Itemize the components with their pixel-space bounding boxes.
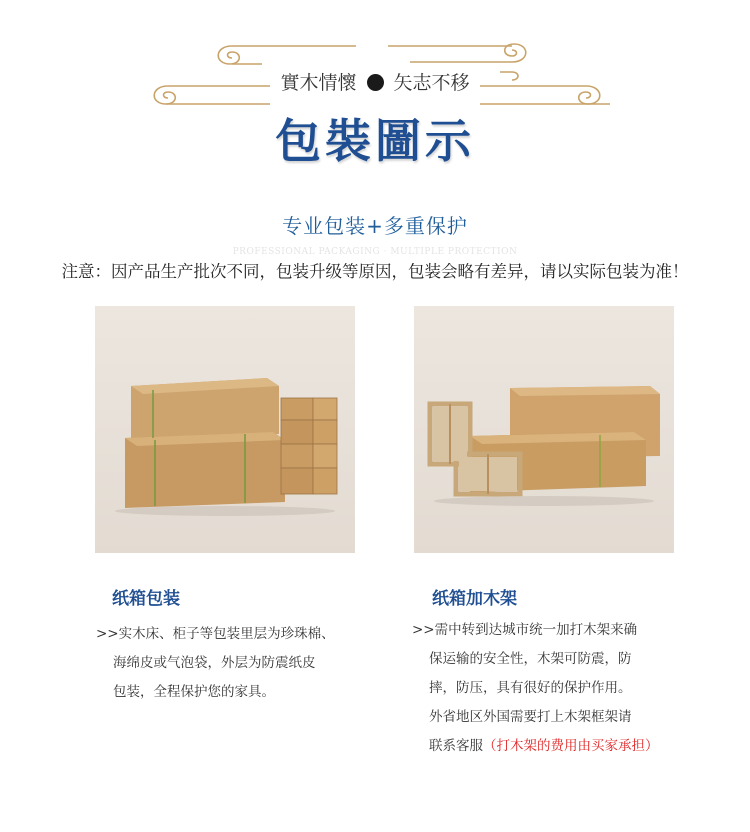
carton-wood-frame-title: 纸箱加木架	[432, 589, 517, 609]
header-ornament	[0, 0, 750, 120]
desc-line: 保运输的安全性，木架可防震，防	[429, 651, 632, 667]
desc-line: 摔，防压，具有很好的保护作用。	[429, 680, 632, 696]
desc-line-contact	[412, 732, 712, 761]
page-title: 包裝圖示	[275, 114, 475, 168]
contact-service-text: 联系客服	[429, 738, 483, 754]
desc-line: 包装，全程保护您的家具。	[113, 684, 275, 700]
bullet-dot-icon	[367, 74, 384, 91]
section-subtitle-en: PROFESSIONAL PACKAGING · MULTIPLE PROTECTION	[232, 247, 518, 257]
slogan-right: 矢志不移	[393, 72, 470, 94]
carton-wood-frame-photo	[414, 306, 674, 553]
header-slogan	[0, 68, 750, 95]
carton-packaging-description	[96, 620, 376, 707]
fee-note: （打木架的费用由买家承担）	[483, 738, 659, 754]
carton-packaging-title: 纸箱包装	[112, 589, 180, 609]
carton-packaging-photo	[95, 306, 355, 553]
carton-wood-frame-description	[412, 616, 712, 761]
desc-line: 海绵皮或气泡袋，外层为防震纸皮	[113, 655, 316, 671]
section-subtitle: 专业包装+多重保护	[282, 214, 468, 238]
desc-line: 外省地区外国需要打上木架框架请	[429, 709, 632, 725]
packaging-notice: 注意：因产品生产批次不同，包装升级等原因，包装会略有差异，请以实际包装为准！	[61, 262, 689, 281]
slogan-left: 實木情懷	[280, 72, 357, 94]
desc-line: >>需中转到达城市统一加打木架来确	[412, 622, 638, 638]
desc-line: >>实木床、柜子等包装里层为珍珠棉、	[96, 626, 335, 642]
